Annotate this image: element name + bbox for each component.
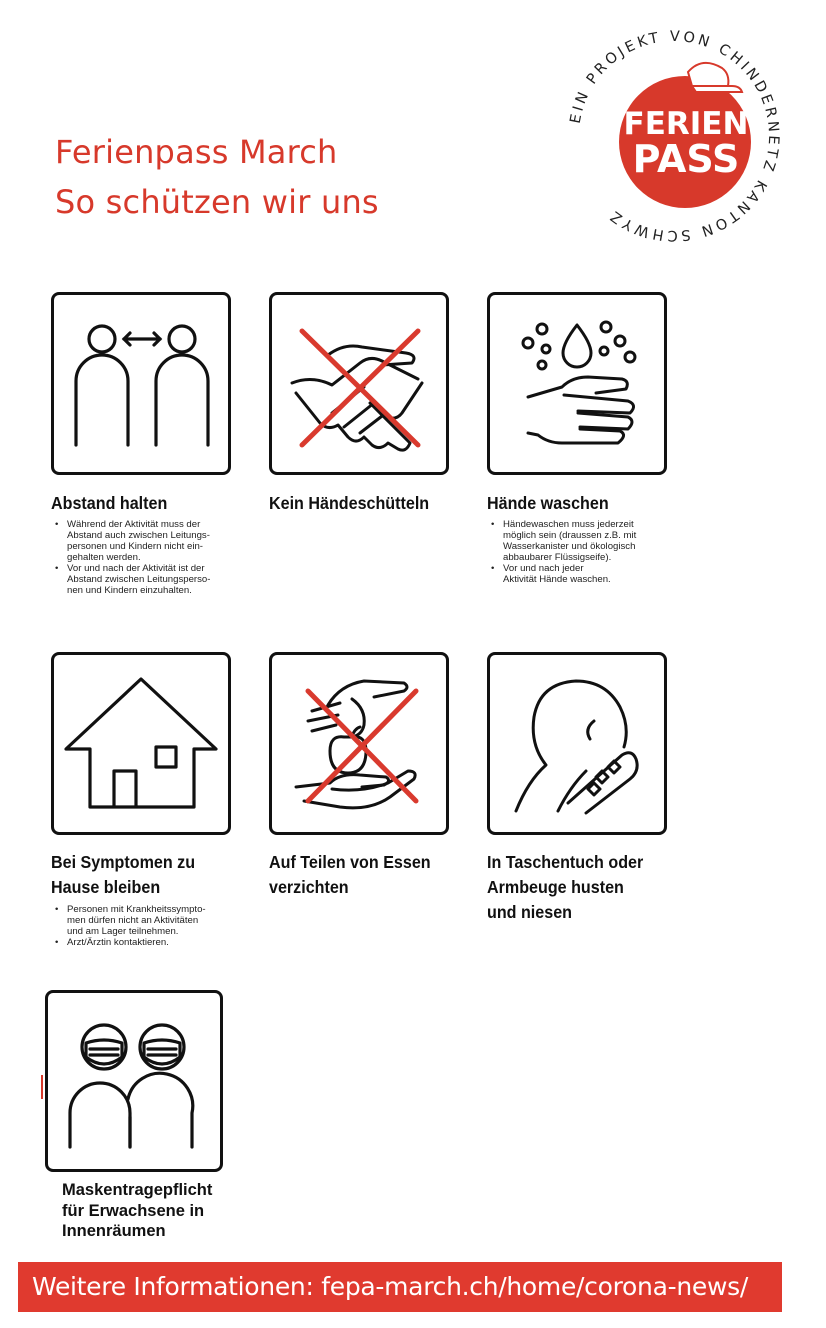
info-footer-banner: Weitere Informationen: fepa-march.ch/home/corona-news/ (18, 1262, 782, 1312)
list-item: • Vor und nach der Aktivität ist der Abstand zwischen Leitungsperso- nen und Kindern einzuhalten. (53, 563, 210, 596)
logo-line2: PASS (632, 137, 740, 181)
page-subtitle: So schützen wir uns (55, 183, 379, 221)
page-title: Ferienpass March (55, 133, 338, 171)
hand-washing-icon (490, 295, 664, 472)
logo-ring-text: EIN PROJEKT VON CHINDERNETZ KANTON SCHWYZ (567, 28, 782, 244)
rule-card-hand-washing (487, 292, 667, 475)
sneeze-elbow-icon (490, 655, 664, 832)
logo-line1: FERIEN (623, 106, 749, 142)
rule-card-no-food-sharing (269, 652, 449, 835)
list-item: • Personen mit Krankheitssympto- men dürfen nicht an Aktivitäten und am Lager teilnehmen. (53, 904, 206, 937)
mask-people-icon (48, 993, 220, 1169)
rule-card-sneeze (487, 652, 667, 835)
accent-mark (41, 1075, 43, 1099)
no-food-sharing-icon (272, 655, 446, 832)
rule-heading-masks: Maskentragepflicht für Erwachsene in Innenräumen (62, 1181, 213, 1240)
no-handshake-icon (272, 295, 446, 472)
distance-icon (54, 295, 228, 472)
rule-card-distance (51, 292, 231, 475)
rule-bullets-distance (53, 519, 210, 596)
rule-card-no-handshake (269, 292, 449, 475)
list-item: • Vor und nach jeder Aktivität Hände waschen. (489, 563, 636, 585)
rule-heading-sneeze: In Taschentuch oder Armbeuge husten und niesen (487, 852, 644, 922)
rule-bullets-stay-home (53, 904, 206, 948)
rule-heading-no-handshake: Kein Händeschütteln (269, 493, 430, 513)
rule-heading-stay-home: Bei Symptomen zu Hause bleiben (51, 852, 196, 897)
list-item: • Während der Aktivität muss der Abstand auch zwischen Leitungs- personen und Kindern nicht ein- gehalten werden. (53, 519, 210, 563)
rule-heading-hand-washing: Hände waschen (487, 493, 609, 513)
rule-heading-distance: Abstand halten (51, 493, 168, 513)
rule-heading-no-food-sharing: Auf Teilen von Essen verzichten (269, 852, 431, 897)
rule-bullets-hand-washing (489, 519, 636, 585)
ferienpass-logo (560, 22, 788, 250)
rule-card-stay-home (51, 652, 231, 835)
list-item: • Händewaschen muss jederzeit möglich sein (draussen z.B. mit Wasserkanister und ökologisch abbaubarer Flüssigseife). (489, 519, 636, 563)
list-item: • Arzt/Ärztin kontaktieren. (53, 937, 206, 948)
house-icon (54, 655, 228, 832)
rule-card-masks (45, 990, 223, 1172)
